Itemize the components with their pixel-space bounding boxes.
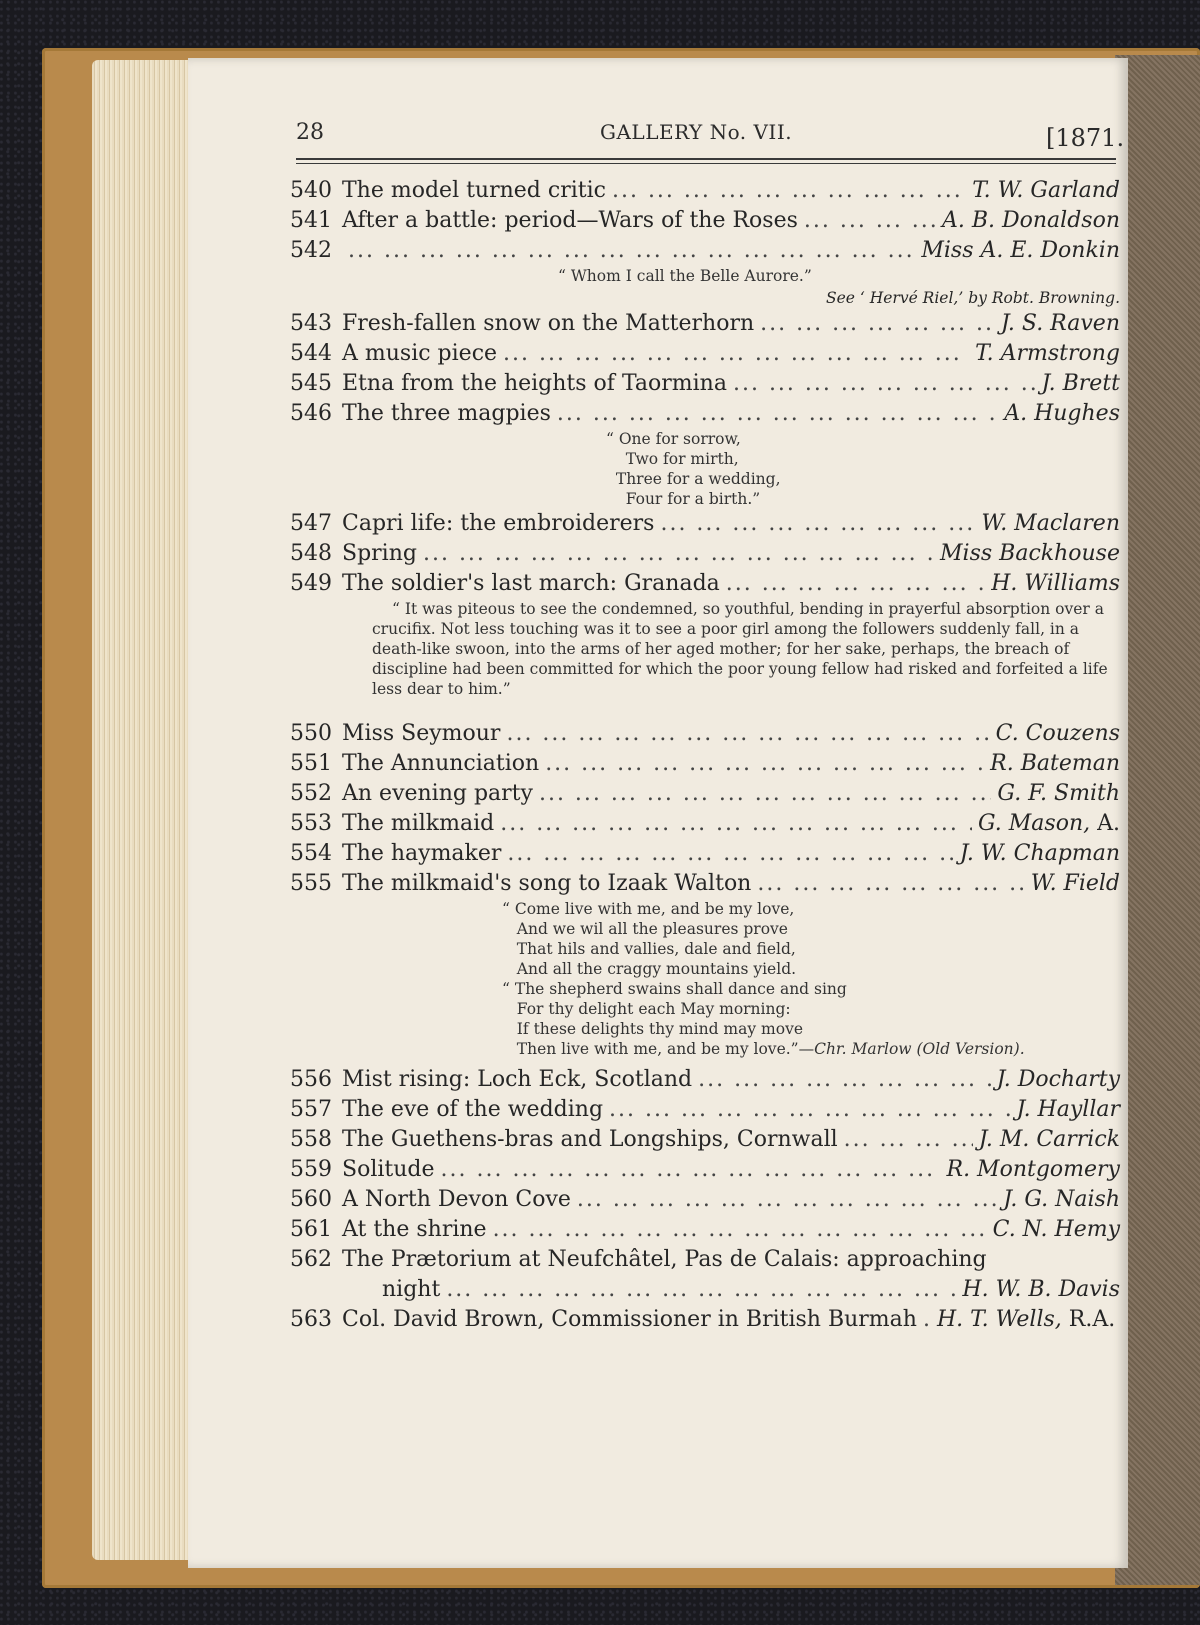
entry-artist: J. S. Raven (1000, 311, 1120, 336)
entry-artist: J. Brett (1041, 371, 1120, 396)
quote-source: Chr. Marlow (Old Version). (814, 1040, 1025, 1058)
entry-number: 557 (290, 1097, 332, 1122)
entry-title: Mist rising: Loch Eck, Scotland (342, 1067, 693, 1092)
entry-title: After a battle: period—Wars of the Roses (342, 208, 798, 233)
quote-stanza-1: “ Come live with me, and be my love, And we wil all the pleasures prove That hils and vallies, dale and field, And all the craggy mountains yield. (502, 900, 797, 978)
entry-artist: J. W. Chapman (959, 841, 1120, 866)
entry-title: The soldier's last march: Granada (342, 571, 720, 596)
artist-suffix: A. (1097, 811, 1120, 836)
entry-quote: “ It was piteous to see the condemned, so youthful, bending in prayerful absorption over a crucifix. Not less touching was it to see a poor girl among the followers suddenly fall, in a death-like swoon, into the arms of her aged mother; for her sake, perhaps, the breach of discipline had been committed for which the poor young fellow had risked and forfeited a life less dear to him.” (372, 600, 1108, 698)
catalogue-entry-continuation (290, 1275, 1120, 1305)
entry-artist: A. Hughes (1004, 401, 1120, 426)
leader-dots (844, 1125, 973, 1155)
entry-artist: Miss Backhouse (940, 541, 1120, 566)
entry-title: The eve of the wedding (342, 1097, 604, 1122)
entry-number: 563 (290, 1307, 332, 1332)
entry-number: 544 (290, 341, 332, 366)
catalogue-entry (290, 236, 1120, 266)
entry-artist: C. N. Hemy (992, 1217, 1120, 1242)
leader-dots (760, 309, 995, 339)
catalogue-entry (290, 399, 1120, 429)
leader-dots (348, 236, 915, 266)
catalogue-entry (290, 1125, 1120, 1155)
catalogue-entry (290, 749, 1120, 779)
entry-title: An evening party (342, 781, 533, 806)
page-edges (92, 60, 202, 1560)
entry-artist: W. Field (1030, 871, 1120, 896)
artist-suffix: R.A. (1068, 1307, 1116, 1332)
entry-artist (937, 1305, 1115, 1335)
entry-artist: H. W. B. Davis (962, 1277, 1120, 1302)
artist-name: H. T. Wells, (936, 1307, 1062, 1332)
entry-title: Spring (342, 541, 417, 566)
entry-number: 560 (290, 1187, 332, 1212)
entry-title: Fresh-fallen snow on the Matterhorn (342, 311, 755, 336)
leader-dots (923, 1305, 931, 1335)
entry-artist: Miss A. E. Donkin (921, 238, 1120, 263)
quote-source: See ‘ Hervé Riel,’ by Robt. Browning. (825, 289, 1120, 307)
entry-number: 550 (290, 721, 332, 746)
catalogue-entry (290, 339, 1120, 369)
entry-title: The Prætorium at Neufchâtel, Pas de Calais: approaching (342, 1247, 987, 1272)
leader-dots (423, 539, 934, 569)
catalogue-entry (290, 176, 1120, 206)
leader-dots (557, 399, 998, 429)
entry-artist: G. F. Smith (997, 781, 1120, 806)
catalogue-entry (290, 779, 1120, 809)
artist-name: G. Mason, (977, 811, 1091, 836)
catalogue-entry (290, 719, 1120, 749)
page-title: GALLERY No. VII. (600, 120, 793, 144)
entry-artist: R. Bateman (990, 751, 1120, 776)
leader-dots (493, 1215, 987, 1245)
entry-number: 548 (290, 541, 332, 566)
leader-dots (500, 809, 972, 839)
catalogue-entry (290, 1305, 1120, 1335)
leader-dots (757, 869, 1024, 899)
entry-number: 555 (290, 871, 332, 896)
entry-number: 559 (290, 1157, 332, 1182)
entry-artist: T. Armstrong (975, 341, 1120, 366)
entry-title: Col. David Brown, Commissioner in British Burmah (342, 1307, 917, 1332)
entry-quote (502, 899, 1120, 1065)
entry-number: 542 (290, 238, 332, 263)
leader-dots (660, 509, 975, 539)
entry-title: At the shrine (342, 1217, 487, 1242)
page-number: 28 (296, 120, 324, 145)
entry-number: 543 (290, 311, 332, 336)
entry-title: Solitude (342, 1157, 435, 1182)
catalogue-entry (290, 206, 1120, 236)
entry-number: 545 (290, 371, 332, 396)
catalogue-entry (290, 1095, 1120, 1125)
catalogue-entry (290, 839, 1120, 869)
entry-title: A North Devon Cove (342, 1187, 571, 1212)
entry-number: 553 (290, 811, 332, 836)
catalogue-entry (290, 509, 1120, 539)
entry-title: The milkmaid (342, 811, 495, 836)
leader-dots (441, 1155, 941, 1185)
entry-number: 551 (290, 751, 332, 776)
leader-dots (577, 1185, 997, 1215)
leader-dots (612, 176, 966, 206)
catalogue-entry (290, 869, 1120, 899)
leader-dots (539, 779, 991, 809)
entry-number: 552 (290, 781, 332, 806)
entry-artist: W. Maclaren (981, 511, 1120, 536)
entry-title: The three magpies (342, 401, 551, 426)
entry-artist (978, 809, 1120, 839)
leader-dots (446, 1275, 956, 1305)
entry-number: 547 (290, 511, 332, 536)
entry-number: 541 (290, 208, 332, 233)
catalogue-entry (290, 369, 1120, 399)
leader-dots (545, 749, 984, 779)
leader-dots (804, 206, 936, 236)
entry-title-continuation: night (382, 1277, 441, 1302)
entry-number: 556 (290, 1067, 332, 1092)
catalogue-entry (290, 1215, 1120, 1245)
leader-dots (698, 1065, 990, 1095)
catalogue-entry (290, 539, 1120, 569)
entry-title: A music piece (342, 341, 498, 366)
quote-stanza-2: “ The shepherd swains shall dance and sing For thy delight each May morning: If these delights thy mind may move Then live with me, and be my love.”— (502, 980, 847, 1058)
entry-number: 546 (290, 401, 332, 426)
catalogue-entry (290, 1185, 1120, 1215)
catalogue-list (290, 176, 1120, 1335)
entry-artist: J. G. Naish (1003, 1187, 1120, 1212)
entry-title: Miss Seymour (342, 721, 501, 746)
catalogue-entry (290, 1245, 1120, 1275)
entry-artist: J. Hayllar (1016, 1097, 1120, 1122)
catalogue-entry (290, 309, 1120, 339)
leader-dots (507, 839, 953, 869)
entry-number: 554 (290, 841, 332, 866)
leader-dots (506, 719, 989, 749)
entry-quote: “ Whom I call the Belle Aurore.” (558, 267, 812, 285)
leader-dots (503, 339, 969, 369)
entry-quote: “ One for sorrow, Two for mirth, Three for a wedding, Four for a birth.” (606, 430, 781, 508)
leader-dots (609, 1095, 1010, 1125)
catalogue-entry (290, 809, 1120, 839)
entry-artist: J. Docharty (996, 1067, 1120, 1092)
catalogue-entry (290, 569, 1120, 599)
leader-dots (733, 369, 1036, 399)
entry-artist: C. Couzens (995, 721, 1120, 746)
entry-number: 558 (290, 1127, 332, 1152)
page-year: [1871. (1046, 124, 1125, 152)
entry-artist: H. Williams (991, 571, 1120, 596)
entry-artist: R. Montgomery (946, 1157, 1120, 1182)
entry-number: 562 (290, 1247, 332, 1272)
entry-number: 549 (290, 571, 332, 596)
entry-number: 561 (290, 1217, 332, 1242)
entry-title: The Annunciation (342, 751, 540, 776)
entry-title: The haymaker (342, 841, 502, 866)
entry-artist: T. W. Garland (972, 178, 1120, 203)
entry-title: The milkmaid's song to Izaak Walton (342, 871, 752, 896)
entry-title: The Guethens-bras and Longships, Cornwall (342, 1127, 838, 1152)
entry-title: The model turned critic (342, 178, 606, 203)
entry-title: Capri life: the embroiderers (342, 511, 655, 536)
entry-number: 540 (290, 178, 332, 203)
entry-artist: A. B. Donaldson (941, 208, 1120, 233)
entry-title: Etna from the heights of Taormina (342, 371, 727, 396)
catalogue-entry (290, 1065, 1120, 1095)
leader-dots (726, 569, 985, 599)
entry-artist: J. M. Carrick (978, 1127, 1120, 1152)
catalogue-entry (290, 1155, 1120, 1185)
